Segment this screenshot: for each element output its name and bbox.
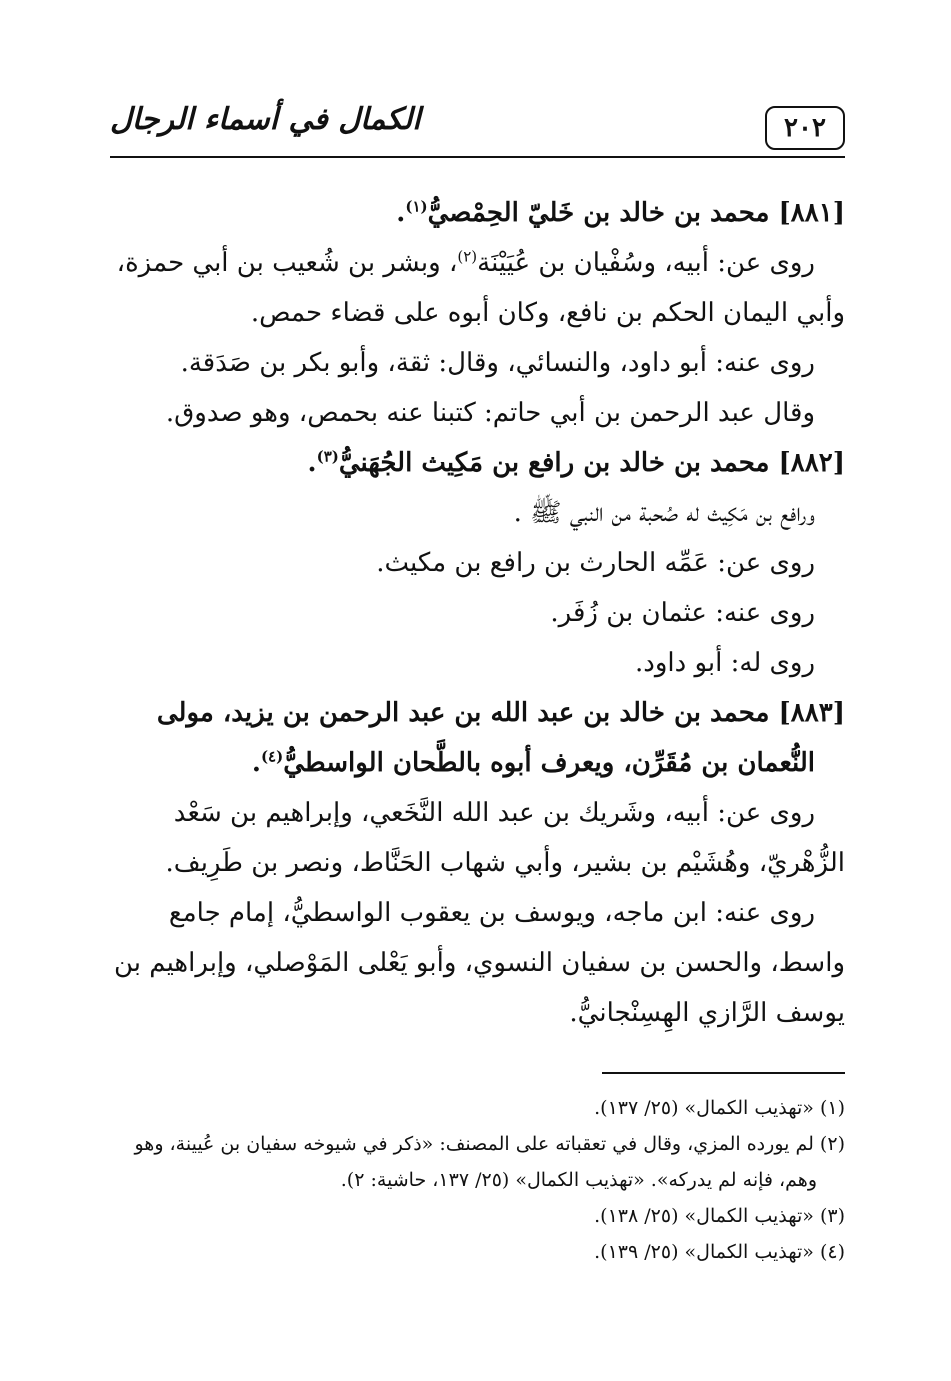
entry-heading-883: [٨٨٣] محمد بن خالد بن عبد الله بن عبد الرحمن بن يزيد، مولى: [156, 698, 845, 728]
page-number: ٢٠٢: [765, 106, 845, 150]
text-line: وأبي اليمان الحكم بن نافع، وكان أبوه على قضاء حمص.: [250, 298, 845, 328]
footnote-2-cont: وهم، فإنه لم يدركه». «تهذيب الكمال» (٢٥/ ١٣٧، حاشية: ٢).: [340, 1169, 817, 1191]
text-line: وقال عبد الرحمن بن أبي حاتم: كتبنا عنه بحمص، وهو صدوق.: [165, 398, 815, 428]
text-line: روى عنه: عثمان بن زُفَر.: [550, 598, 815, 628]
book-title: الكمال في أسماء الرجال: [110, 102, 421, 137]
footnote-ref-1: (١): [405, 197, 428, 216]
entry-heading-881: [٨٨١] محمد بن خالد بن خَليّ الحِمْصيُّ$^{(١)}$.: [396, 197, 845, 228]
header-rule: [110, 156, 845, 159]
text-line: الزُّهْريّ، وهُشَيْم بن بشير، وأبي شهاب الحَنَّاط، ونصر بن طَرِيف.: [165, 848, 845, 878]
footnote-separator: [602, 1072, 845, 1074]
text-line: روى عن: عَمِّه الحارث بن رافع بن مكيث.: [376, 548, 815, 578]
footnote-1: (١) «تهذيب الكمال» (٢٥/ ١٣٧).: [594, 1097, 845, 1119]
page-header: [110, 100, 845, 158]
entry-heading-883-cont: النُّعمان بن مُقَرِّن، ويعرف أبوه بالطَّحان الواسطيُّ$^{(٤)}$.: [251, 747, 815, 778]
footnote-ref-3: (٣): [316, 447, 339, 466]
text-line: روى عنه: ابن ماجه، ويوسف بن يعقوب الواسطيُّ، إمام جامع: [168, 898, 815, 928]
text-line: روى له: أبو داود.: [635, 648, 815, 678]
footnote-2: (٢) لم يورده المزي، وقال في تعقباته على المصنف: «ذكر في شيوخه سفيان بن عُيينة، وهو: [134, 1133, 845, 1155]
text-line: واسط، والحسن بن سفيان النسوي، وأبو يَعْلى المَوْصلي، وإبراهيم بن: [113, 948, 845, 978]
footnote-4: (٤) «تهذيب الكمال» (٢٥/ ١٣٩).: [594, 1241, 845, 1263]
text-line: روى عنه: أبو داود، والنسائي، وقال: ثقة، وأبو بكر بن صَدَقة.: [180, 348, 815, 378]
text-line: روى عن: أبيه، وسُفْيان بن عُيَيْنَة$^{(٢)}$، وبشر بن شُعيب بن أبي حمزة،: [116, 247, 815, 278]
footnotes: [112, 1090, 845, 1270]
main-text: [112, 188, 845, 1038]
footnote-3: (٣) «تهذيب الكمال» (٢٥/ ١٣٨).: [594, 1205, 845, 1227]
entry-heading-882: [٨٨٢] محمد بن خالد بن رافع بن مَكِيث الجُهَنيُّ$^{(٣)}$.: [307, 447, 845, 478]
text-line: يوسف الرَّازي الهِسِنْجانيُّ.: [569, 998, 845, 1028]
footnote-ref-2: (٢): [457, 247, 478, 266]
text-line: ورافع بن مَكِيث له صُحبة من النبي ﷺ .: [513, 498, 815, 528]
text-line: روى عن: أبيه، وشَريك بن عبد الله النَّخَعي، وإبراهيم بن سَعْد: [173, 798, 815, 828]
footnote-ref-4: (٤): [260, 747, 284, 766]
